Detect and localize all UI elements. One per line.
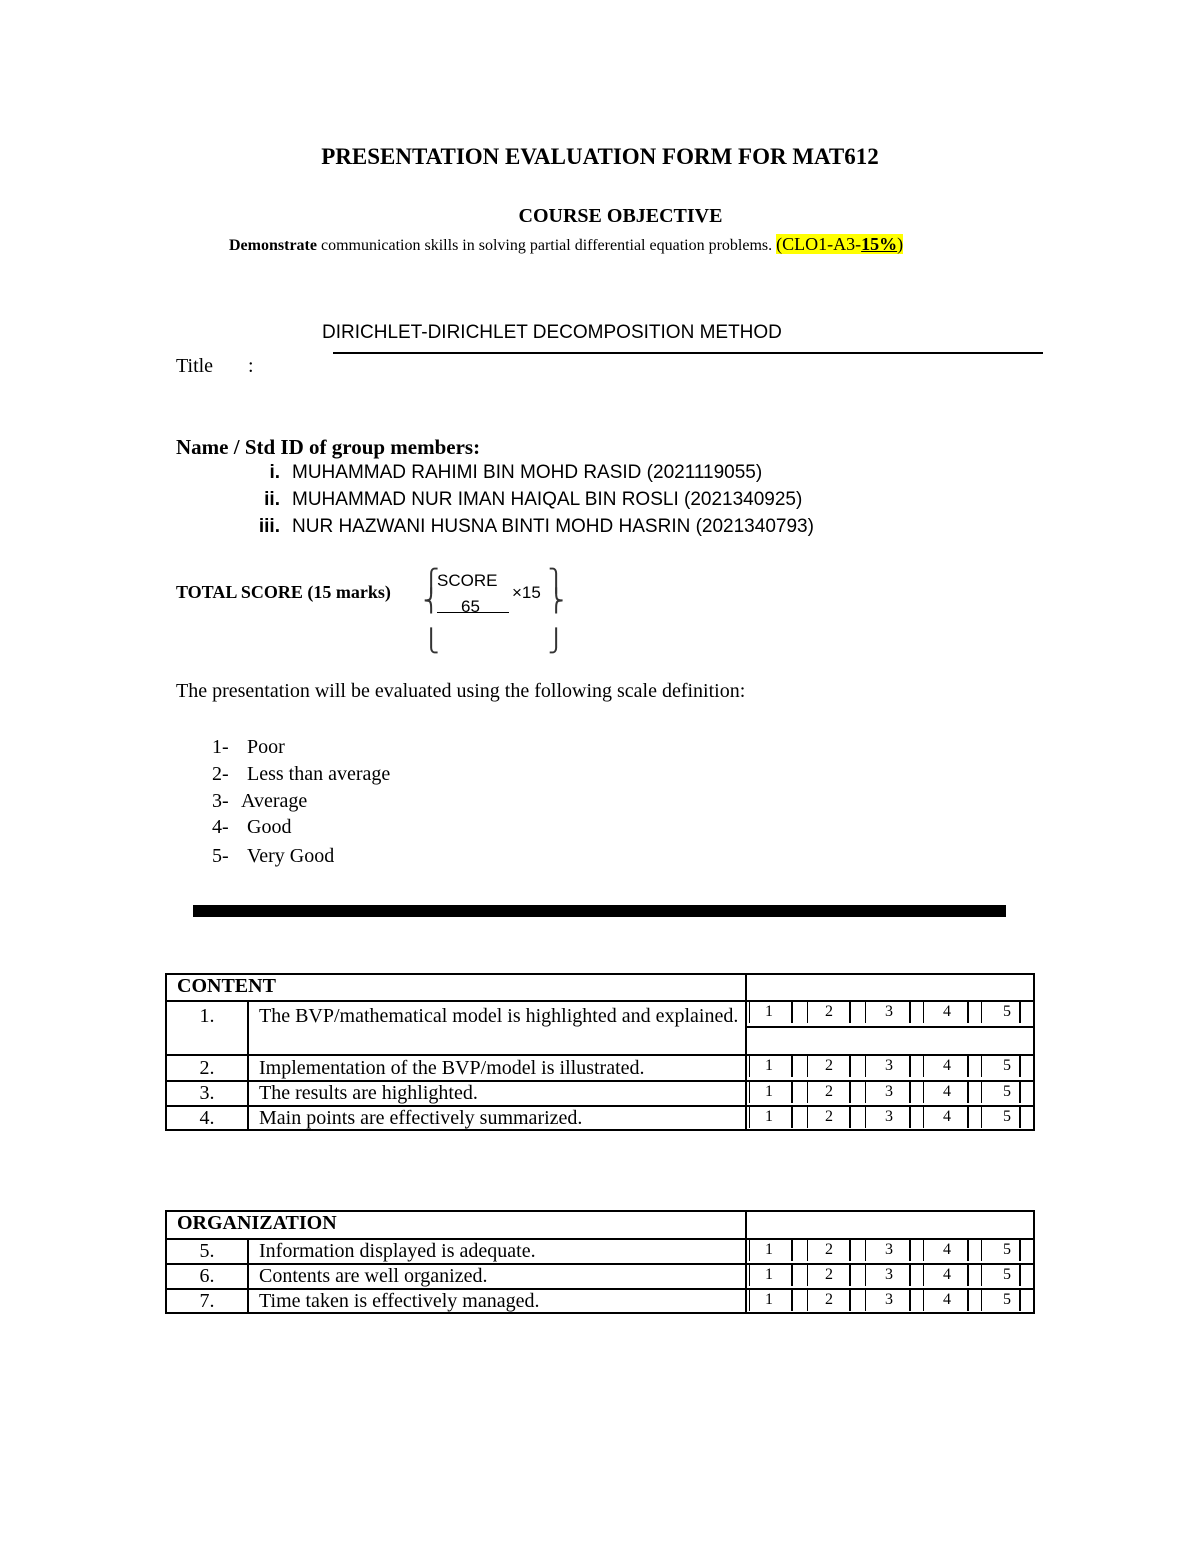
course-objective-heading: COURSE OBJECTIVE [518,205,723,227]
row-text: Main points are effectively summarized. [259,1107,583,1129]
scale-label: Average [241,790,308,812]
rating-option-3[interactable]: 3 [885,1108,893,1125]
scale-label: Very Good [247,845,335,867]
member-name: MUHAMMAD RAHIMI BIN MOHD RASID (2021119055) [292,462,763,483]
total-score-label: TOTAL SCORE (15 marks) [176,582,391,602]
rating-divider [923,1264,924,1286]
rating-option-2[interactable]: 2 [825,1241,833,1258]
title-underline [333,352,1043,354]
rating-option-4[interactable]: 4 [943,1083,951,1100]
content-rubric-table [165,973,1035,1131]
rating-option-5[interactable]: 5 [1003,1057,1011,1074]
rating-divider [981,1106,982,1128]
rating-option-5[interactable]: 5 [1003,1108,1011,1125]
rating-option-1[interactable]: 1 [765,1291,773,1308]
scale-number: 4- [212,816,229,838]
rating-divider [749,1239,750,1261]
rating-divider [967,1001,969,1023]
rating-divider [909,1239,911,1261]
rating-divider [749,1055,750,1077]
rating-divider [967,1055,969,1077]
rating-divider [1019,1264,1021,1286]
rating-divider [865,1239,866,1261]
rating-divider [791,1055,793,1077]
rating-option-4[interactable]: 4 [943,1108,951,1125]
scale-number: 2- [212,763,229,785]
rating-divider [849,1106,851,1128]
rating-divider [749,1081,750,1103]
members-heading: Name / Std ID of group members: [176,435,481,459]
rating-divider [923,1001,924,1023]
rating-option-1[interactable]: 1 [765,1108,773,1125]
scale-label: Less than average [247,763,391,785]
member-name: MUHAMMAD NUR IMAN HAIQAL BIN ROSLI (2021340925) [292,489,803,510]
rating-option-5[interactable]: 5 [1003,1003,1011,1020]
objective-lead: Demonstrate [229,237,317,254]
row-number: 6. [199,1265,215,1287]
scale-label: Good [247,816,292,838]
rating-divider [1019,1055,1021,1077]
rating-divider [967,1106,969,1128]
rating-option-2[interactable]: 2 [825,1057,833,1074]
row-text: The results are highlighted. [259,1082,478,1104]
rating-divider [865,1264,866,1286]
rating-option-1[interactable]: 1 [765,1241,773,1258]
rating-divider [865,1055,866,1077]
row-number: 7. [199,1290,215,1312]
rating-divider [849,1239,851,1261]
score-paren-top-right: ⎫ [548,568,565,593]
rating-divider [865,1106,866,1128]
rating-option-3[interactable]: 3 [885,1291,893,1308]
rating-option-5[interactable]: 5 [1003,1083,1011,1100]
organization-rubric-table [165,1210,1035,1314]
rating-option-2[interactable]: 2 [825,1291,833,1308]
rating-divider [1019,1106,1021,1128]
score-paren-top-left: ⎧ [423,568,440,593]
rating-divider [749,1001,750,1023]
rating-option-1[interactable]: 1 [765,1057,773,1074]
rating-divider [909,1289,911,1311]
rating-divider [749,1106,750,1128]
rating-divider [967,1239,969,1261]
rating-divider [923,1289,924,1311]
rating-divider [807,1055,808,1077]
row-divider [747,1026,1033,1028]
score-numerator: SCORE [437,571,498,590]
rating-divider [981,1264,982,1286]
rating-option-2[interactable]: 2 [825,1083,833,1100]
rating-divider [791,1106,793,1128]
member-item [258,516,814,538]
member-item [269,462,763,484]
rating-option-3[interactable]: 3 [885,1057,893,1074]
rating-divider [791,1239,793,1261]
objective-body: communication skills in solving partial differential equation problems. [316,237,777,254]
member-item [264,489,803,511]
column-divider [247,1238,249,1314]
rating-divider [791,1289,793,1311]
rating-divider [849,1289,851,1311]
rating-divider [909,1081,911,1103]
row-number: 1. [199,1005,215,1027]
row-text: Time taken is effectively managed. [259,1290,540,1312]
rating-divider [923,1106,924,1128]
rating-divider [865,1081,866,1103]
rating-divider [909,1001,911,1023]
rating-divider [981,1289,982,1311]
row-number: 5. [199,1240,215,1262]
rating-option-1[interactable]: 1 [765,1083,773,1100]
member-name: NUR HAZWANI HUSNA BINTI MOHD HASRIN (2021340793) [292,516,814,537]
rating-divider [807,1106,808,1128]
score-paren-bottom-left: ⎩ [423,628,440,653]
content-heading: CONTENT [177,975,276,997]
rating-option-1[interactable]: 1 [765,1003,773,1020]
rating-divider [849,1055,851,1077]
title-value: DIRICHLET-DIRICHLET DECOMPOSITION METHOD [322,322,782,343]
rating-divider [981,1055,982,1077]
row-number: 4. [199,1107,215,1129]
rating-divider [749,1289,750,1311]
rating-option-4[interactable]: 4 [943,1266,951,1283]
rating-divider [981,1239,982,1261]
score-fraction-line [437,612,509,613]
score-paren-mid-left: ⎨ [423,588,440,613]
rating-divider [1019,1001,1021,1023]
rating-divider [791,1001,793,1023]
clo-code-close: ) [897,234,904,254]
member-number: iii. [258,516,280,537]
score-multiplier: ×15 [512,583,541,602]
rating-option-2[interactable]: 2 [825,1266,833,1283]
score-denominator: 65 [461,597,480,616]
rating-option-4[interactable]: 4 [943,1003,951,1020]
course-objective-text [229,234,903,255]
rating-divider [865,1289,866,1311]
rating-option-3[interactable]: 3 [885,1003,893,1020]
rating-divider [849,1264,851,1286]
rating-option-4[interactable]: 4 [943,1291,951,1308]
rating-divider [923,1239,924,1261]
rating-divider [967,1289,969,1311]
rating-divider [909,1106,911,1128]
rating-option-3[interactable]: 3 [885,1083,893,1100]
row-text: Information displayed is adequate. [259,1240,536,1262]
scale-number: 3- [212,790,229,812]
rating-divider [807,1264,808,1286]
rating-option-2[interactable]: 2 [825,1108,833,1125]
scale-intro: The presentation will be evaluated using the following scale definition: [176,680,746,702]
rating-divider [909,1264,911,1286]
column-divider [745,1212,747,1314]
scale-number: 5- [212,845,229,867]
rating-divider [791,1264,793,1286]
clo-code-highlight [776,234,903,254]
scale-number: 1- [212,736,229,758]
rating-divider [967,1264,969,1286]
score-paren-mid-right: ⎬ [548,588,565,613]
rating-divider [807,1289,808,1311]
organization-heading: ORGANIZATION [177,1212,337,1234]
form-title: PRESENTATION EVALUATION FORM FOR MAT612 [321,144,879,169]
row-text: Implementation of the BVP/model is illustrated. [259,1057,645,1079]
rating-divider [923,1055,924,1077]
rating-divider [967,1081,969,1103]
member-number: i. [269,462,280,483]
rating-divider [1019,1081,1021,1103]
clo-code: (CLO1-A3- [776,234,862,254]
rating-option-5[interactable]: 5 [1003,1291,1011,1308]
scale-label: Poor [247,736,285,758]
row-text: The BVP/mathematical model is highlighted and explained. [259,1005,739,1027]
rating-option-1[interactable]: 1 [765,1266,773,1283]
rating-option-2[interactable]: 2 [825,1003,833,1020]
rating-option-5[interactable]: 5 [1003,1241,1011,1258]
rating-option-4[interactable]: 4 [943,1241,951,1258]
title-label-text: Title [176,355,214,377]
rating-divider [981,1081,982,1103]
rating-divider [807,1081,808,1103]
rating-divider [981,1001,982,1023]
score-paren-bottom-right: ⎭ [548,628,565,653]
rating-divider [909,1055,911,1077]
rating-divider [1019,1289,1021,1311]
member-number: ii. [264,489,280,510]
rating-divider [807,1239,808,1261]
rating-divider [923,1081,924,1103]
rating-divider [1019,1239,1021,1261]
rating-option-3[interactable]: 3 [885,1266,893,1283]
row-divider [167,1000,1033,1002]
rating-option-4[interactable]: 4 [943,1057,951,1074]
rating-divider [791,1081,793,1103]
row-number: 3. [199,1082,215,1104]
column-divider [247,1000,249,1130]
section-divider [193,905,1006,917]
rating-divider [849,1081,851,1103]
title-label [176,355,254,378]
rating-divider [749,1264,750,1286]
title-colon: : [248,355,254,377]
rating-divider [865,1001,866,1023]
row-text: Contents are well organized. [259,1265,488,1287]
clo-percent: 15% [861,234,898,254]
rating-option-5[interactable]: 5 [1003,1266,1011,1283]
rating-divider [849,1001,851,1023]
column-divider [745,975,747,1130]
row-number: 2. [199,1057,215,1079]
rating-divider [807,1001,808,1023]
rating-option-3[interactable]: 3 [885,1241,893,1258]
